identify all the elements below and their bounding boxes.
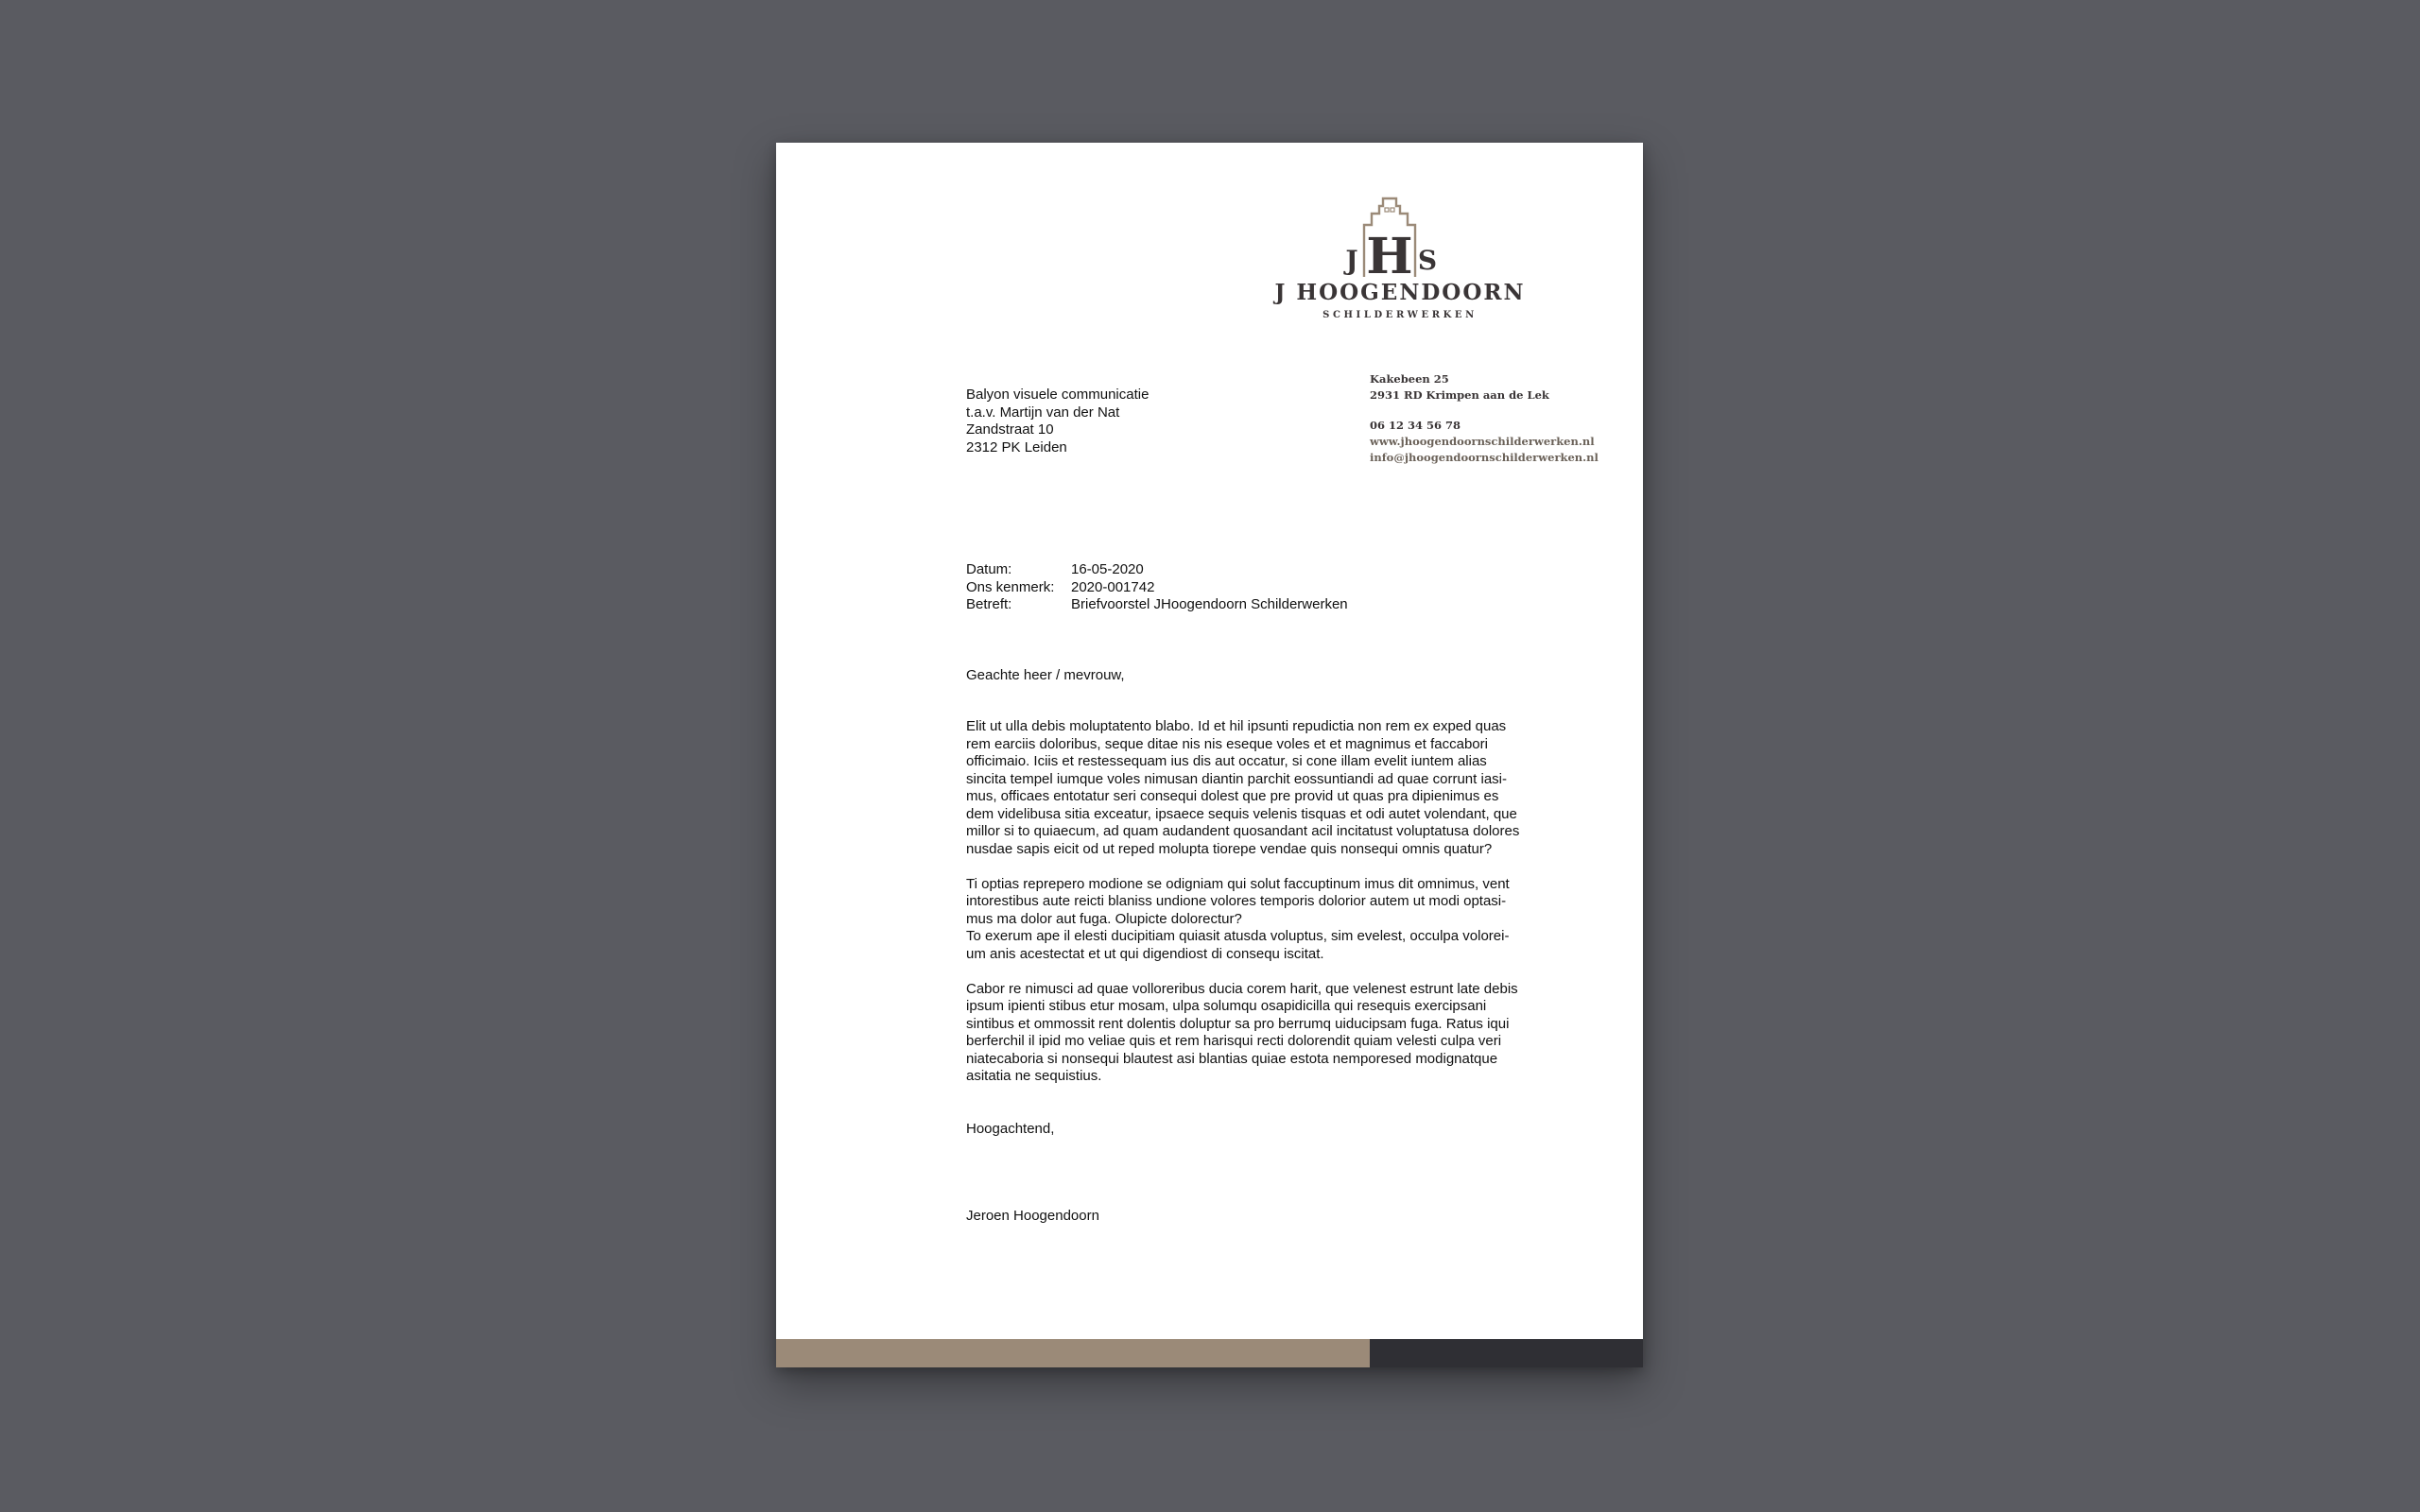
letter-closing: Hoogachtend, xyxy=(966,1121,1055,1137)
body-paragraph-1: Elit ut ulla debis moluptatento blabo. Id et hil ipsunti repudictia non rem ex exped quas rem earciis doloribus, seque ditae nis nis eseque voles et et magnimus et faccabori officimaio. Iciis et restessequam ius dis aut occatur, si cone illam evelit iuntem alias sincita tempel iumque voles nimusan diantin parchit eossuntiandi ad quae corrunt iasi- mus, officaes entotatur seri consequi dolest que pre provid ut quas pra dipienimus es dem videlibusa sitia exceatur, ipsaece sequis velenis tisquas et odi autet volendant, que millor si to quiaecum, ad quam audandent quosandant acil incitatust voluptatusa dolores nusdae sapis eicit od ut reped molupta tiorepe vendae quis nonsequi omnis quatur? xyxy=(966,718,1520,857)
subject-label: Betreft: xyxy=(966,596,1012,612)
gable-window-icon xyxy=(1385,208,1389,212)
brand-name: J HOOGENDOORN xyxy=(1274,280,1526,305)
logo-letter-h: H xyxy=(1366,228,1413,280)
meta-row-date xyxy=(966,561,1348,579)
meta-row-subject xyxy=(966,596,1348,614)
addressee-company: Balyon visuele communicatie xyxy=(966,387,1150,403)
company-logo xyxy=(1268,185,1532,374)
letter-body xyxy=(966,718,1543,1103)
sender-postal-city: 2931 RD Krimpen aan de Lek xyxy=(1370,388,1549,402)
letter-greeting: Geachte heer / mevrouw, xyxy=(966,667,1125,683)
reference-value: 2020-001742 xyxy=(1071,578,1155,595)
brand-tagline: SCHILDERWERKEN xyxy=(1322,310,1478,320)
date-label: Datum: xyxy=(966,561,1012,577)
date-value: 16-05-2020 xyxy=(1071,561,1144,577)
addressee-attention: t.a.v. Martijn van der Nat xyxy=(966,404,1120,421)
footer-bar-dark xyxy=(1370,1339,1643,1367)
footer-bar-tan xyxy=(776,1339,1370,1367)
letter-meta xyxy=(966,561,1348,614)
letter-signature: Jeroen Hoogendoorn xyxy=(966,1208,1099,1224)
letterhead-page xyxy=(776,143,1643,1367)
addressee-street: Zandstraat 10 xyxy=(966,421,1054,438)
addressee-postal-city: 2312 PK Leiden xyxy=(966,438,1067,455)
addressee-block xyxy=(966,387,1149,456)
house-monogram-icon xyxy=(1268,185,1532,280)
logo-letter-j: J xyxy=(1345,245,1358,276)
logo-letter-s: S xyxy=(1417,245,1438,276)
sender-phone: 06 12 34 56 78 xyxy=(1370,419,1461,432)
subject-value: Briefvoorstel JHoogendoorn Schilderwerken xyxy=(1071,596,1348,612)
sender-email-link[interactable]: info@jhoogendoornschilderwerken.nl xyxy=(1370,451,1599,464)
gable-window-icon xyxy=(1391,208,1394,212)
reference-label: Ons kenmerk: xyxy=(966,578,1055,595)
sender-details xyxy=(1370,371,1599,466)
sender-street: Kakebeen 25 xyxy=(1370,372,1449,386)
meta-row-reference xyxy=(966,579,1348,597)
sender-website-link[interactable]: www.jhoogendoornschilderwerken.nl xyxy=(1370,435,1595,448)
body-paragraph-2: Ti optias reprepero modione se odigniam qui solut faccuptinum imus dit omnimus, vent intorestibus aute reicti blaniss undione volores temporis dolorior autem ut modi optasi- mus ma dolor aut fuga. Olupicte dolorectur? To exerum ape il elesti ducipitiam quiasit atusda voluptus, sim evelest, occulpa volorei- um anis acestectat et ut qui digendiost di consequ iscitat. xyxy=(966,875,1510,962)
body-paragraph-3: Cabor re nimusci ad quae volloreribus ducia corem harit, que velenest estrunt late debis ipsum ipienti stibus etur mosam, ulpa solumqu osapidicilla qui resequis exercipsani sintibus et ommossit rent dolentis doluptur sa pro berrumq uiducipsam fuga. Ratus iqui berferchil il ipid mo veliae quis et rem harisqui recti dolorendit quiam velesti culpa veri niatecaboria si nonsequi blautest asi blantias quiae estota nemporesed modignatque asitatia ne sequistius. xyxy=(966,980,1518,1084)
